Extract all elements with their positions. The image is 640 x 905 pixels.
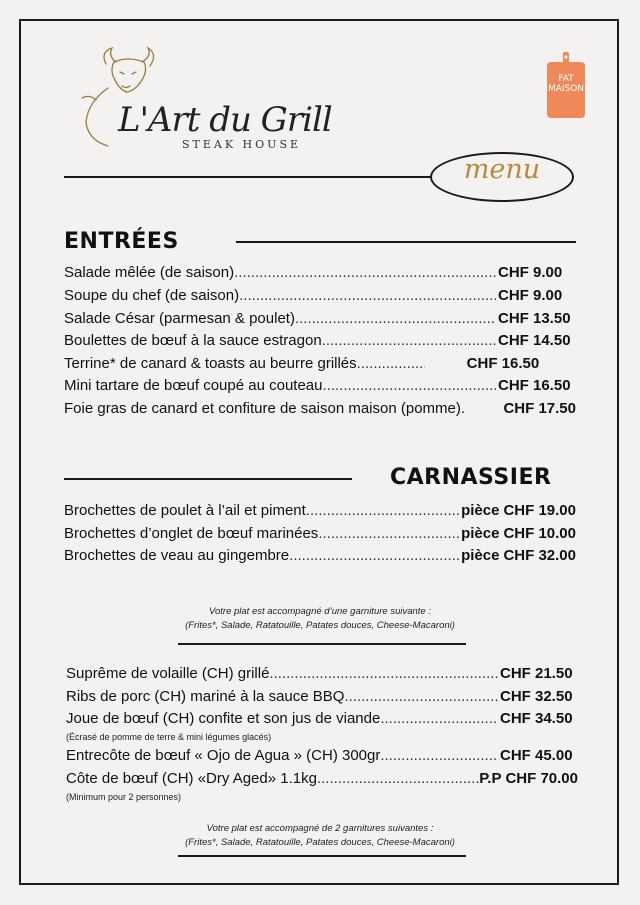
- menu-item: [64, 330, 576, 352]
- item-name: Mini tartare de bœuf coupé au couteau: [64, 377, 323, 394]
- item-name: Brochettes d’onglet de bœuf marinées: [64, 525, 319, 542]
- item-name: Entrecôte de bœuf « Ojo de Agua » (CH) 300gr: [66, 747, 381, 764]
- logo-subtitle: STEAK HOUSE: [182, 138, 302, 151]
- item-unit: P.P: [479, 770, 502, 787]
- garnish-note: [60, 605, 580, 633]
- menu-item: [64, 375, 576, 397]
- menu-item: [64, 262, 576, 284]
- item-price: CHF 9.00: [498, 287, 563, 304]
- item-price: CHF 32.00: [503, 547, 576, 564]
- item-price: CHF 13.50: [498, 310, 571, 327]
- menu-item: [66, 768, 578, 790]
- item-note: (Minimum pour 2 personnes): [66, 792, 182, 802]
- section-rule: [64, 478, 352, 480]
- menu-item: [64, 285, 576, 307]
- menu-item: [64, 308, 576, 330]
- garnish-line: (Frites*, Salade, Ratatouille, Patates douces, Cheese-Macaroni): [185, 620, 455, 631]
- garnish-note: [60, 822, 580, 850]
- item-unit: pièce: [461, 502, 500, 519]
- menu-item: [66, 663, 578, 685]
- item-price: CHF 10.00: [503, 525, 576, 542]
- item-price: CHF 21.50: [500, 665, 573, 682]
- item-name: Soupe du chef (de saison): [64, 287, 240, 304]
- section-rule: [236, 241, 576, 243]
- item-price: CHF 19.00: [503, 502, 576, 519]
- garnish-rule: [178, 643, 466, 645]
- item-price: CHF 16.50: [498, 377, 571, 394]
- section-title-carnassier: CARNASSIER: [390, 465, 552, 490]
- logo-title: L'Art du Grill: [118, 100, 332, 140]
- item-name: Brochettes de veau au gingembre: [64, 547, 290, 564]
- menu-item: [64, 545, 576, 567]
- item-price: CHF 70.00: [505, 770, 578, 787]
- item-name: Boulettes de bœuf à la sauce estragon: [64, 332, 322, 349]
- item-name: Salade César (parmesan & poulet): [64, 310, 295, 327]
- item-name: Côte de bœuf (CH) «Dry Aged» 1.1kg: [66, 770, 317, 787]
- item-unit: pièce: [461, 525, 500, 542]
- garnish-line: Votre plat est accompagné d’une garniture suivante :: [209, 606, 431, 617]
- menu-item: [64, 353, 576, 375]
- menu-item: [64, 523, 576, 545]
- menu-item: [66, 745, 578, 767]
- item-price: CHF 34.50: [500, 710, 573, 727]
- item-name: Terrine* de canard & toasts au beurre grillés: [64, 355, 357, 372]
- section-title-entrees: ENTRÉES: [64, 229, 179, 254]
- menu-rule: [64, 176, 432, 178]
- item-name: Foie gras de canard et confiture de saison maison (pomme).: [64, 400, 466, 417]
- menu-item: [64, 500, 576, 522]
- badge-label: FAT MAISON: [547, 74, 585, 94]
- menu-item: [66, 708, 578, 730]
- item-name: Salade mêlée (de saison): [64, 264, 235, 281]
- menu-item: [66, 686, 578, 708]
- garnish-line: (Frites*, Salade, Ratatouille, Patates douces, Cheese-Macaroni): [185, 837, 455, 848]
- item-price: CHF 9.00: [498, 264, 563, 281]
- item-price: CHF 14.50: [498, 332, 571, 349]
- item-price: CHF 17.50: [503, 400, 576, 417]
- garnish-rule: [178, 855, 466, 857]
- item-unit: pièce: [461, 547, 500, 564]
- menu-label: menu: [463, 154, 541, 185]
- item-price: CHF 32.50: [500, 688, 573, 705]
- item-price: CHF 16.50: [466, 355, 540, 372]
- item-name: Suprême de volaille (CH) grillé: [66, 665, 270, 682]
- item-name: Ribs de porc (CH) mariné à la sauce BBQ: [66, 688, 345, 705]
- item-note: (Écrasé de pomme de terre & mini légumes glacés): [66, 732, 272, 742]
- menu-item: [64, 398, 576, 420]
- item-name: Brochettes de poulet à l’ail et piment: [64, 502, 306, 519]
- item-name: Joue de bœuf (CH) confite et son jus de viande: [66, 710, 381, 727]
- garnish-line: Votre plat est accompagné de 2 garnitures suivantes :: [206, 823, 434, 834]
- item-price: CHF 45.00: [500, 747, 573, 764]
